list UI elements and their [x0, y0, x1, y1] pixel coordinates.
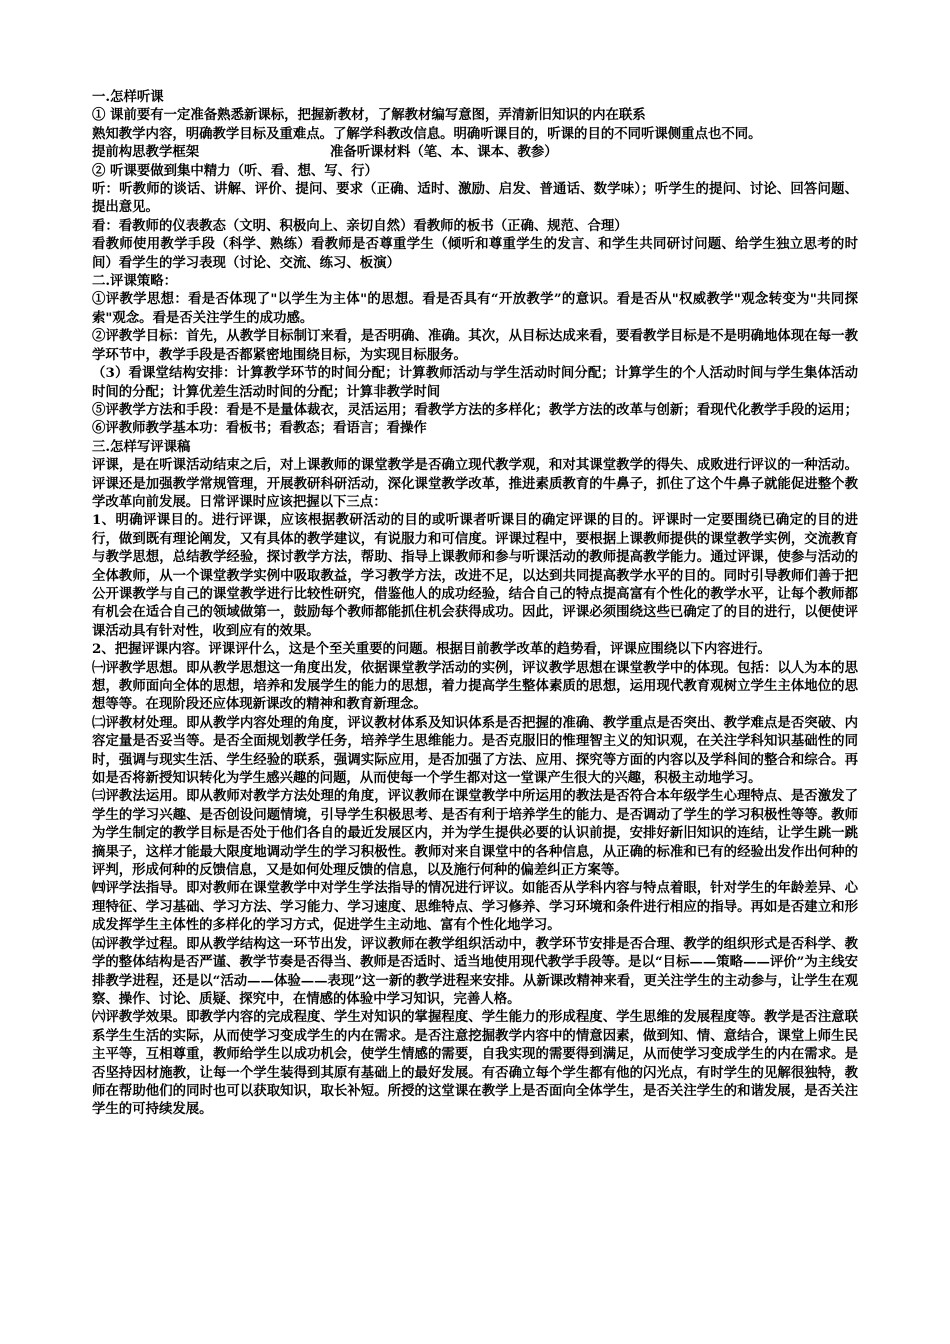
paragraph-strategy-2: ②评教学目标：首先，从教学目标制订来看，是否明确、准确。其次，从目标达成来看，要看教学目标是不是明确地体现在每一教学环节中，教学手段是否都紧密地围绕目标，为实现目标服务。: [92, 328, 858, 363]
paragraph-strategy-1: ①评教学思想：看是否体现了"以学生为主体"的思想。看是否具有“开放教学”的意识。看是否从"权威教学"观念转变为"共同探索"观念。看是否关注学生的成功感。: [92, 291, 858, 326]
paragraph-listen: 听：听教师的谈话、讲解、评价、提问、要求（正确、适时、激励、启发、普通话、数学味）；听学生的提问、讨论、回答问题、提出意见。: [92, 181, 858, 216]
paragraph-eval-material: ㈡评教材处理。即从教学内容处理的角度，评议教材体系及知识体系是否把握的准确、教学重点是否突出、教学难点是否突破、内容定量是否妥当等。是否全面规划教学任务，培养学生思维能力。是否克服旧的惟理智主义的知识观，在关注学科知识基础性的同时，强调与现实生活、学生经验的联系，强调实际应用，是否加强了方法、应用、探究等方面的内容以及学科间的整合和综合。再如是否将新授知识转化为学生感兴趣的问题，从而使每一个学生都对这一堂课产生很大的兴趣，积极主动地学习。: [92, 714, 858, 787]
paragraph-look: 看：看教师的仪表教态（文明、积极向上、亲切自然）看教师的板书（正确、规范、合理）: [92, 217, 628, 234]
heading-write-evaluation: 三.怎样写评课稿: [92, 438, 191, 455]
paragraph-eval-content: 2、把握评课内容。评课评什么，这是个至关重要的问题。根据目前教学改革的趋势看，评课应围绕以下内容进行。: [92, 641, 771, 658]
paragraph-look-2: 看教师使用教学手段（科学、熟练）看教师是否尊重学生（倾听和尊重学生的发言、和学生共同研讨问题、给学生独立思考的时间）看学生的学习表现（讨论、交流、练习、板演）: [92, 236, 858, 271]
paragraph-eval-process: ㈤评教学过程。即从教学结构这一环节出发，评议教师在教学组织活动中，教学环节安排是否合理、教学的组织形式是否科学、教学的整体结构是否严谨、教学节奏是否得当、教师是否适时、适当地使用现代教学手段等。是以“目标——策略——评价”为主线安排教学进程，还是以“活动——体验——表现”这一新的教学进程来安排。从新课改精神来看，更关注学生的主动参与，让学生在观察、操作、讨论、质疑、探究中，在情感的体验中学习知识，完善人格。: [92, 935, 858, 1007]
paragraph-eval-thought: ㈠评教学思想。即从教学思想这一角度出发，依据课堂教学活动的实例，评议教学思想在课堂教学中的体现。包括：以人为本的思想，教师面向全体的思想，培养和发展学生的能力的思想，着力提高学生整体素质的思想，运用现代教育观树立学生主体地位的思想等等。在现阶段还应体现新课改的精神和教育新理念。: [92, 659, 858, 713]
paragraph-strategy-3: （3）看课堂结构安排：计算教学环节的时间分配；计算教师活动与学生活动时间分配；计算学生的个人活动时间与学生集体活动时间的分配；计算优差生活动时间的分配；计算非教学时间: [92, 365, 858, 400]
heading-evaluation-strategy: 二.评课策略：: [92, 273, 178, 290]
paragraph-eval-intro: 评课，是在听课活动结束之后，对上课教师的课堂教学是否确立现代教学观，和对其课堂教学的得失、成败进行评议的一种活动。评课还是加强教学常规管理，开展教研科研活动，深化课堂教学改革，推进素质教育的牛鼻子，抓住了这个牛鼻子就能促进整个教学改革向前发展。日常评课时应该把握以下三点：: [92, 457, 858, 510]
document-page: [92, 88, 858, 1119]
paragraph-eval-guidance: ㈣评学法指导。即对教师在课堂教学中对学生学法指导的情况进行评议。如能否从学科内容与特点着眼，针对学生的年龄差异、心理特征、学习基础、学习方法、学习能力、学习速度、思维特点、学习修养、学习环境和条件进行相应的指导。再如是否建立和形成发挥学生主体性的多样化的学习方式，促进学生主动地、富有个性化地学习。: [92, 880, 858, 934]
heading-how-to-observe: 一.怎样听课: [92, 89, 164, 105]
paragraph-prep: ① 课前要有一定准备熟悉新课标，把握新教材，了解教材编写意图，弄清新旧知识的内在联系: [92, 107, 646, 124]
paragraph-know-content: 熟知教学内容，明确教学目标及重难点。了解学科教改信息。明确听课目的，听课的目的不同听课侧重点也不同。: [92, 125, 762, 142]
text-materials: 准备听课材料（笔、本、课本、教参）: [330, 144, 558, 161]
paragraph-focus: ② 听课要做到集中精力（听、看、想、写、行）: [92, 162, 378, 179]
text-framework: 提前构思教学框架: [92, 144, 200, 161]
paragraph-prep-materials: [92, 143, 858, 161]
paragraph-eval-effect: ㈥评教学效果。即教学内容的完成程度、学生对知识的掌握程度、学生能力的形成程度、学生思维的发展程度等。教学是否注意联系学生生活的实际，从而使学习变成学生的内在需求。是否注意挖掘教学内容中的情意因素，做到知、情、意结合，课堂上师生民主平等，互相尊重，教师给学生以成功机会，使学生情感的需要，自我实现的需要得到满足，从而使学习变成学生的内在需求。是否坚持因材施教，让每一个学生装得到其原有基础上的最好发展。有否确立每个学生都有他的闪光点，有时学生的见解很独特，教师在帮助他们的同时也可以获取知识，取长补短。所授的这堂课在教学上是否面向全体学生，是否关注学生的和谐发展，是否关注学生的可持续发展。: [92, 1009, 858, 1118]
paragraph-strategy-4: ⑤评教学方法和手段：看是不是量体裁衣，灵活运用；看教学方法的多样化；教学方法的改革与创新；看现代化教学手段的运用；⑥评教师教学基本功：看板书；看教态；看语言；看操作: [92, 401, 858, 437]
paragraph-eval-method: ㈢评教法运用。即从教师对教学方法处理的角度，评议教师在课堂教学中所运用的教法是否符合本年级学生心理特点、是否激发了学生的学习兴趣、是否创设问题情境，引导学生积极思考、是否有利于培养学生的能力、是否调动了学生的学习积极性等等。教师为学生制定的教学目标是否处于他们各自的最近发展区内，并为学生提供必要的认识前提，安排好新旧知识的连结，让学生跳一跳摘果子，这样才能最大限度地调动学生的学习积极性。教师对来自课堂中的各种信息，从正确的标准和已有的经验出发作出何种的评判，形成何种的反馈信息，又是如何处理反馈的信息，以及施行何种的偏差纠正方案等。: [92, 788, 858, 879]
paragraph-eval-purpose: 1、明确评课目的。进行评课，应该根据教研活动的目的或听课者听课目的确定评课的目的。评课时一定要围绕已确定的目的进行，做到既有理论阐发，又有具体的教学建议，有说服力和可信度。评课过程中，要根据上课教师提供的课堂教学实例，交流教育与教学思想，总结教学经验，探讨教学方法，帮助、指导上课教师和参与听课活动的教师提高教学能力。通过评课，使参与活动的全体教师，从一个课堂教学实例中吸取教益，学习教学方法，改进不足，以达到共同提高教学水平的目的。同时引导教师们善于把公开课教学与自己的课堂教学进行比较性研究，借鉴他人的成功经验，结合自己的特点提高富有个性化的教学水平，让每个教师都有机会在适合自己的领域做第一，鼓励每个教师都能抓住机会获得成功。因此，评课必须围绕这些已确定了的目的进行，以便使评课活动具有针对性，收到应有的效果。: [92, 512, 858, 639]
